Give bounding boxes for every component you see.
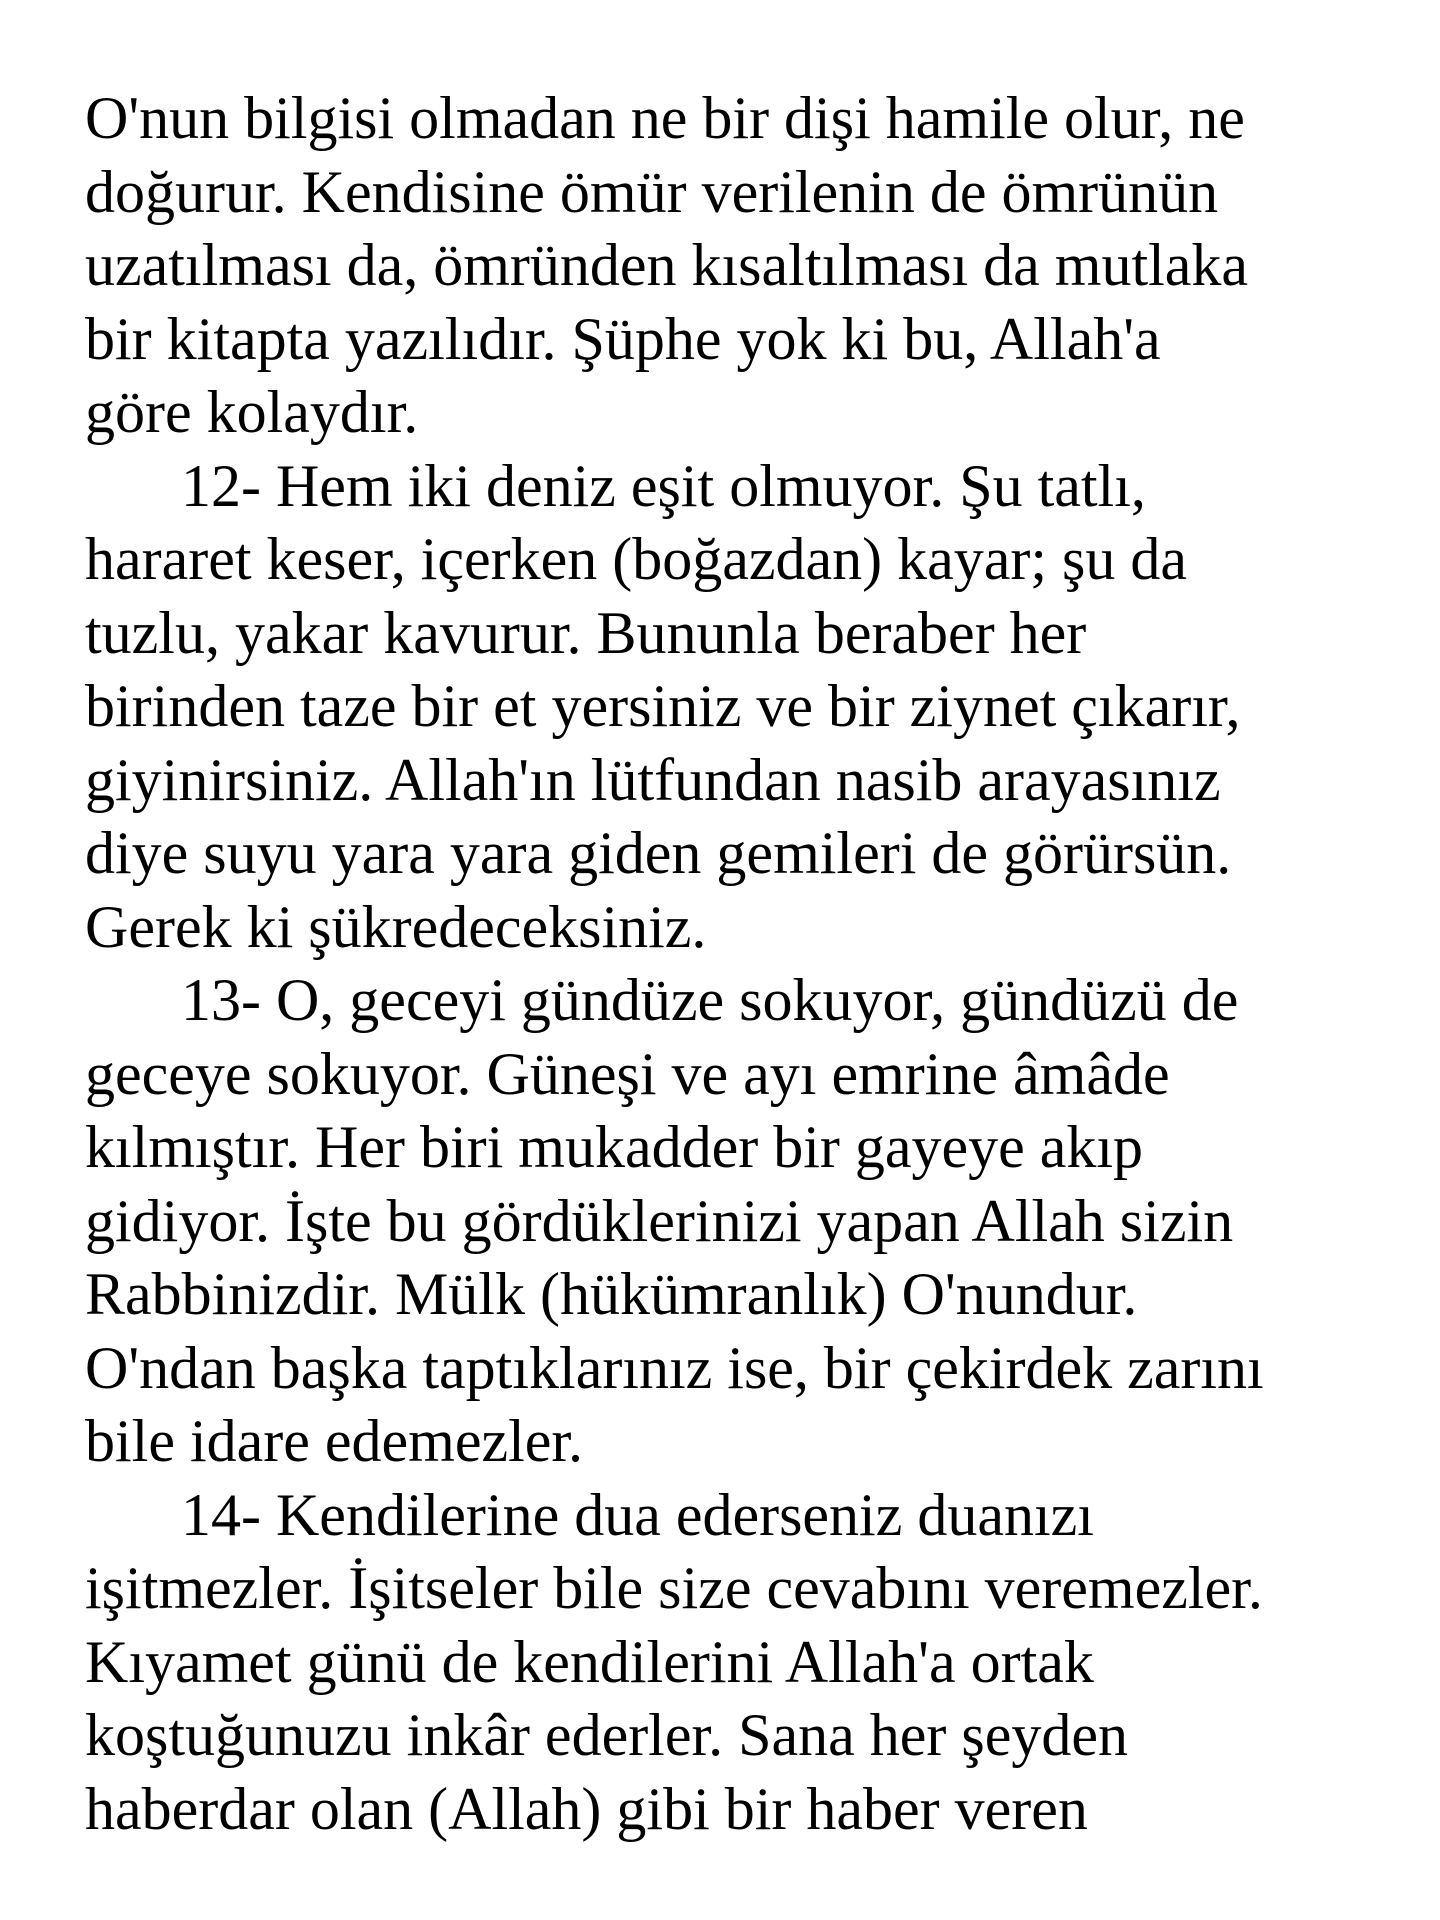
text-line: 12- Hem iki deniz eşit olmuyor. Şu tatlı, [181,452,1146,519]
text-line: işitmezler. İşitseler bile size cevabını veremezler. [85,1555,1263,1621]
text-line: 14- Kendilerine dua ederseniz duanızı [181,1481,1094,1548]
text-line: haberdar olan (Allah) gibi bir haber veren [85,1775,1088,1842]
text-line: bile idare edemezler. [85,1408,584,1474]
text-line: birinden taze bir et yersiniz ve bir ziynet çıkarır, [85,673,1241,739]
text-line: diye suyu yara yara giden gemileri de görürsün. [85,820,1232,886]
text-line: 13- O, geceyi gündüze sokuyor, gündüzü de [181,967,1239,1033]
text-line: geceye sokuyor. Güneşi ve ayı emrine âmâde [85,1040,1170,1107]
text-line: tuzlu, yakar kavurur. Bununla beraber her [85,599,1087,666]
text-line: Rabbinizdir. Mülk (hükümranlık) O'nundur. [85,1261,1138,1327]
text-line: doğurur. Kendisine ömür verilenin de ömrünün [85,158,1219,225]
text-line: göre kolaydır. [85,379,419,445]
text-line: kılmıştır. Her biri mukadder bir gayeye akıp [85,1114,1144,1180]
body-text [85,82,1405,1846]
text-line: hararet keser, içerken (boğazdan) kayar; şu da [85,526,1188,592]
text-line: bir kitapta yazılıdır. Şüphe yok ki bu, Allah'a [85,305,1161,372]
text-line: koştuğunuzu inkâr ederler. Sana her şeyden [85,1702,1128,1768]
text-line: Kıyamet günü de kendilerini Allah'a ortak [85,1628,1094,1695]
text-line: O'ndan başka taptıklarınız ise, bir çekirdek zarını [85,1334,1264,1401]
text-line: O'nun bilgisi olmadan ne bir dişi hamile olur, ne [85,85,1245,151]
text-line: giyinirsiniz. Allah'ın lütfundan nasib arayasınız [85,746,1221,813]
text-line: Gerek ki şükredeceksiniz. [85,893,707,960]
text-line: gidiyor. İşte bu gördüklerinizi yapan Allah sizin [85,1187,1234,1254]
text-line: uzatılması da, ömründen kısaltılması da mutlaka [85,232,1249,298]
